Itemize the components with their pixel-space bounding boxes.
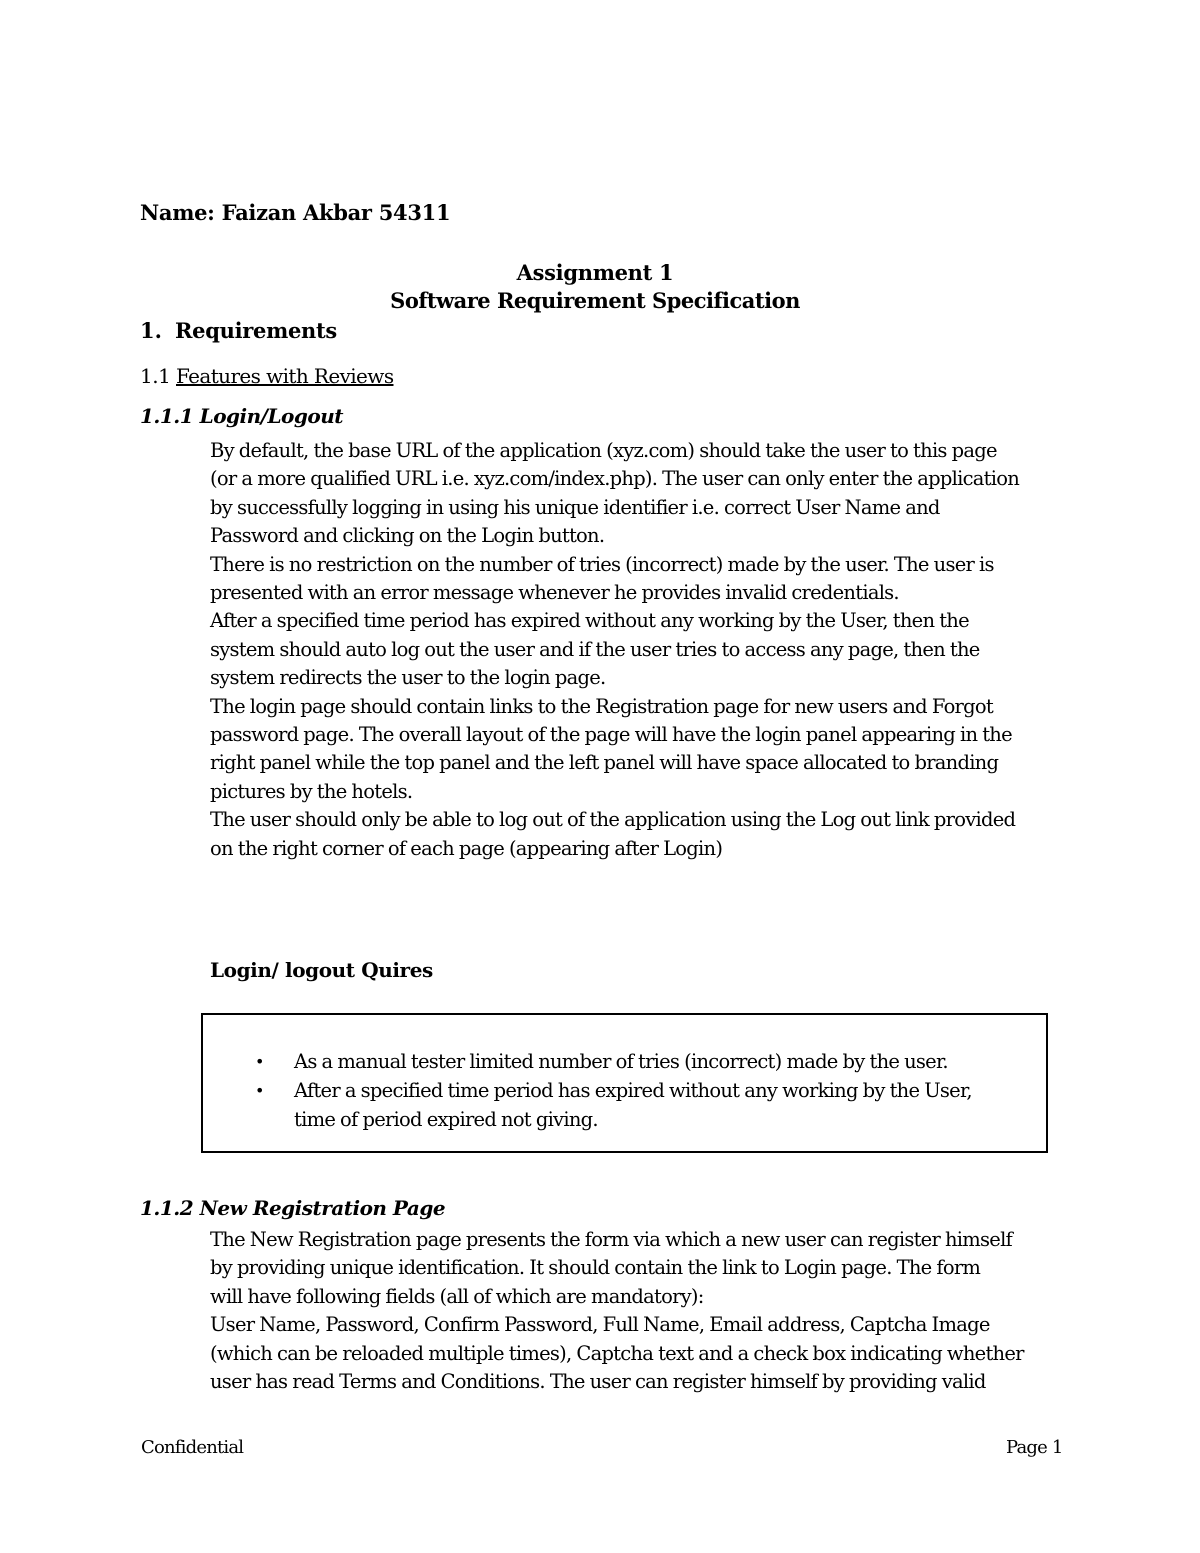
text-line: As a manual tester limited number of tries (incorrect) made by the user. [294,1050,948,1073]
bullet-icon: • [255,1081,264,1100]
subsection-number: 1.1 [140,364,171,388]
text-line: right panel while the top panel and the left panel will have space allocated to branding [210,751,999,775]
text-line: There is no restriction on the number of tries (incorrect) made by the user. The user is [210,552,994,576]
text-line: on the right corner of each page (appearing after Login) [210,836,723,860]
registration-heading: 1.1.2 New Registration Page [140,1196,446,1220]
quires-list [255,1047,1025,1134]
text-line: user has read Terms and Conditions. The user can register himself by providing valid [210,1370,986,1394]
document-subtitle: Software Requirement Specification [390,288,800,313]
text-line: will have following fields (all of which are mandatory): [210,1284,704,1308]
text-line: by successfully logging in using his unique identifier i.e. correct User Name and [210,495,940,519]
login-para-5 [210,806,1070,863]
text-line: User Name, Password, Confirm Password, Full Name, Email address, Captcha Image [210,1313,990,1337]
text-line: Password and clicking on the Login button. [210,524,605,548]
text-line: After a specified time period has expired without any working by the User, [294,1079,972,1102]
footer-confidential: Confidential [141,1437,244,1458]
login-para-1 [210,437,1070,551]
registration-body [210,1226,1070,1396]
text-line: By default, the base URL of the application (xyz.com) should take the user to this page [210,439,997,462]
text-line: After a specified time period has expired without any working by the User, then the [210,609,969,633]
bullet-icon: • [255,1052,264,1071]
text-line: system should auto log out the user and if the user tries to access any page, then the [210,637,980,661]
subsection-title: Features with Reviews [176,364,394,388]
login-logout-heading: 1.1.1 Login/Logout [140,404,343,428]
text-line: password page. The overall layout of the page will have the login panel appearing in the [210,723,1012,747]
text-line: presented with an error message whenever he provides invalid credentials. [210,581,899,605]
quires-heading: Login/ logout Quires [210,958,433,982]
registration-para-1 [210,1226,1070,1311]
registration-para-2 [210,1311,1070,1396]
text-line: The login page should contain links to the Registration page for new users and Forgot [210,694,993,718]
author-name-line: Name: Faizan Akbar 54311 [140,200,451,225]
text-line: system redirects the user to the login page. [210,666,606,690]
list-item [255,1047,1025,1076]
text-line: (or a more qualified URL i.e. xyz.com/index.php). The user can only enter the application [210,467,1020,491]
login-para-4 [210,693,1070,807]
list-item [255,1076,1025,1134]
text-line: (which can be reloaded multiple times), Captcha text and a check box indicating whether [210,1341,1024,1365]
document-title: Assignment 1 [516,260,674,285]
login-para-2 [210,551,1070,608]
section-title: Requirements [175,318,337,343]
section-number: 1. [140,318,162,343]
login-para-3 [210,607,1070,692]
text-line: time of period expired not giving. [294,1108,598,1131]
login-logout-body [210,437,1070,863]
text-line: pictures by the hotels. [210,779,413,803]
text-line: The user should only be able to log out of the application using the Log out link provided [210,808,1016,832]
footer-page-number: Page 1 [1006,1437,1063,1458]
text-line: by providing unique identification. It should contain the link to Login page. The form [210,1256,981,1280]
quires-box [201,1013,1048,1153]
text-line: The New Registration page presents the form via which a new user can register himself [210,1228,1013,1251]
